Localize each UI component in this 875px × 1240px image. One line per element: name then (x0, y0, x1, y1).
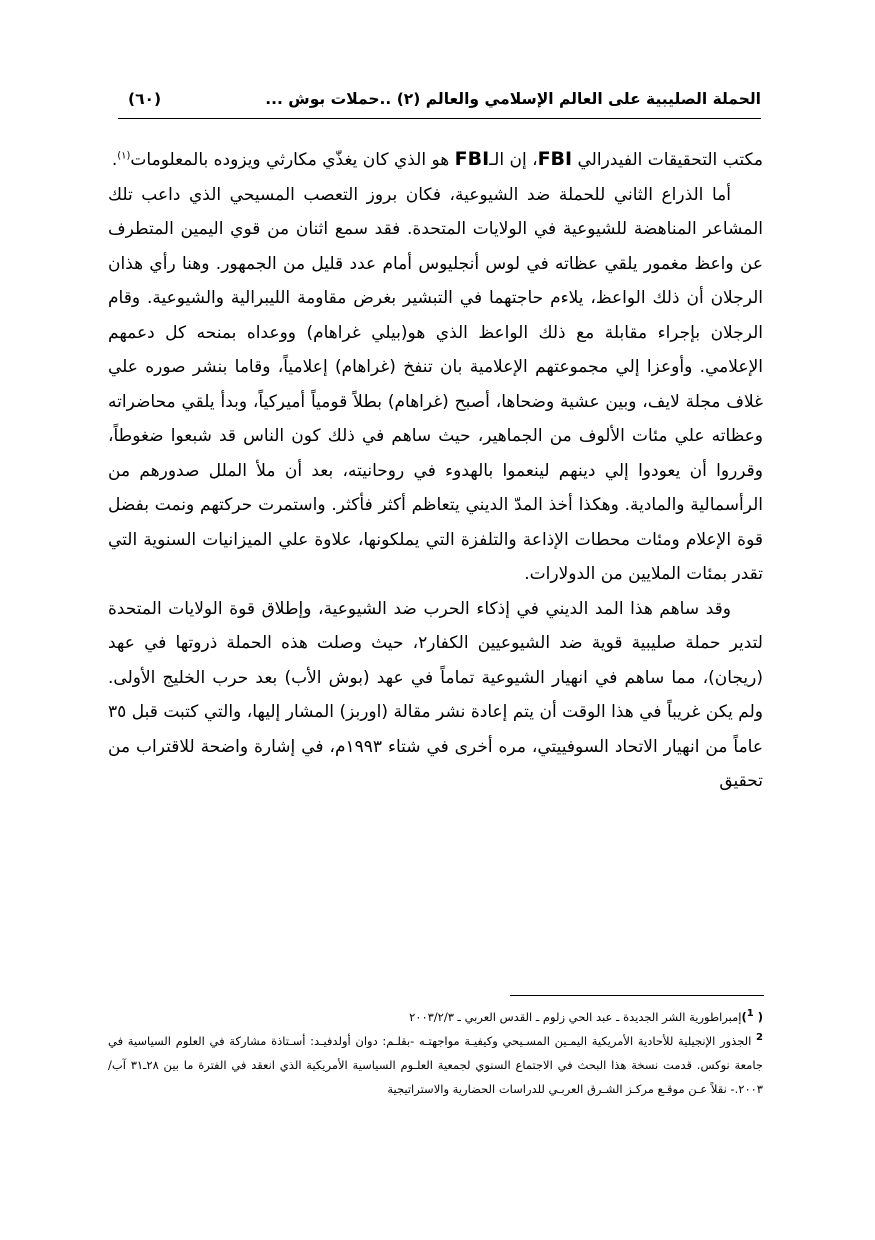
paragraph-3: وقد ساهم هذا المد الديني في إذكاء الحرب ضد الشيوعية، وإطلاق قوة الولايات المتحدة لتدير حملة صليبية قوية ضد الشيوعيين الكفار٢، حيث وصلت هذه الحملة ذروتها في عهد (ريجان)، مما ساهم في انهيار الشيوعية تماماً في عهد (بوش الأب) بعد حرب الخليج الأولى. ولم يكن غريباً في هذا الوقت أن يتم إعادة نشر مقالة (اوربز) المشار إليها، والتي كتبت قبل ٣٥ عاماً من انهيار الاتحاد السوفييتي، مره أخرى في شتاء ١٩٩٣م، في إشارة واضحة للاقتراب من تحقيق (108, 598, 764, 791)
footnote-2 (108, 1029, 763, 1101)
fbi-abbr-1: FBI (537, 148, 573, 170)
footnote-2-number: 2 (756, 1032, 763, 1044)
footnote-2-text: الجذور الإنجيلية للأحادية الأمريكية اليمـين المسـيحي وكيفيـة مواجهتـه -بقلـم: دوان أولدفيـد: أسـتاذة مشاركة في العلوم السياسية في جامعة نوكس. قدمت نسخة هذا البحث في الاجتماع السنوي لجمعية العلـوم السياسية الأمريكية الذي انعقد في الفترة ما بين ٢٨ـ٣١ آب/٢٠٠٣.- نقلاً عـن موقـع مركـز الشـرق العربـي للدراسات الحضارية والاستراتيجية (108, 1034, 763, 1096)
body-text (108, 142, 763, 799)
paragraph-2: أما الذراع الثاني للحملة ضد الشيوعية، فكان بروز التعصب المسيحي الذي داعب تلك المشاعر المناهضة للشيوعية في الولايات المتحدة. فقد سمع اثنان من قوي اليمين المتطرف عن واعظ مغمور يلقي عظاته في لوس أنجليوس أمام عدد قليل من الجمهور. وهنا رأي هذان الرجلان أن ذلك الواعظ، يلاءم حاجتهما في التبشير بغرض مقاومة الليبرالية والشيوعية. وقام الرجلان بإجراء مقابلة مع ذلك الواعظ الذي هو(بيلي غراهام) ووعداه بمنحه كل دعمهم الإعلامي. وأوعزا إلي مجموعتهم الإعلامية بان تنفخ (غراهام) إعلامياً، وقاما بنشر صوره علي غلاف مجلة لايف، وبين عشية وضحاها، أصبح (غراهام) بطلاً قومياً أميركياً، وبدأ يلقي محاضراته وعظاته علي مئات الألوف من الجماهير، حيث ساهم في ذلك كون الناس قد شبعوا ضغوطاً، وقرروا أن يعودوا إلي دينهم لينعموا بالهدوء في روحانيته، بعد أن ملأ الملل صدورهم من الرأسمالية والمادية. وهكذا أخذ المدّ الديني يتعاظم أكثر فأكثر. واستمرت حركتهم ونمت بفضل قوة الإعلام ومئات محطات الإذاعة والتلفزة التي يملكونها، علاوة علي الميزانيات السنوية التي تقدر بمئات الملايين من الدولارات. (108, 184, 763, 584)
running-header (118, 86, 761, 119)
footnote-separator (510, 995, 764, 996)
footnote-1-number: 1 (746, 1008, 754, 1020)
p1-part2: ، إن الـ (489, 150, 538, 170)
footnote-1-text: إمبراطورية الشر الجديدة ـ عبد الحي زلوم ـ القدس العربي ـ ٢٠٠٣/٢/٣ (409, 1010, 742, 1024)
p1-part3: هو الذي كان يغذّي مكارثي ويزوده بالمعلومات (130, 150, 455, 170)
paragraph-1 (108, 142, 763, 178)
fbi-abbr-2: FBI (454, 148, 490, 170)
p1-end: . (111, 150, 118, 170)
page-number: (٦٠) (128, 90, 162, 108)
header-title: الحملة الصليبية على العالم الإسلامي والعالم (٢) ..حملات بوش ... (265, 90, 761, 108)
footnote-1-mark-close: ) (741, 1010, 747, 1024)
p1-part1: مكتب التحقيقات الفيدرالي (572, 150, 763, 170)
footnote-1-mark-open: ( (753, 1010, 763, 1024)
footnote-ref-1[interactable]: (١) (117, 150, 131, 162)
footnote-1 (108, 1005, 763, 1029)
footnotes (108, 1005, 763, 1101)
